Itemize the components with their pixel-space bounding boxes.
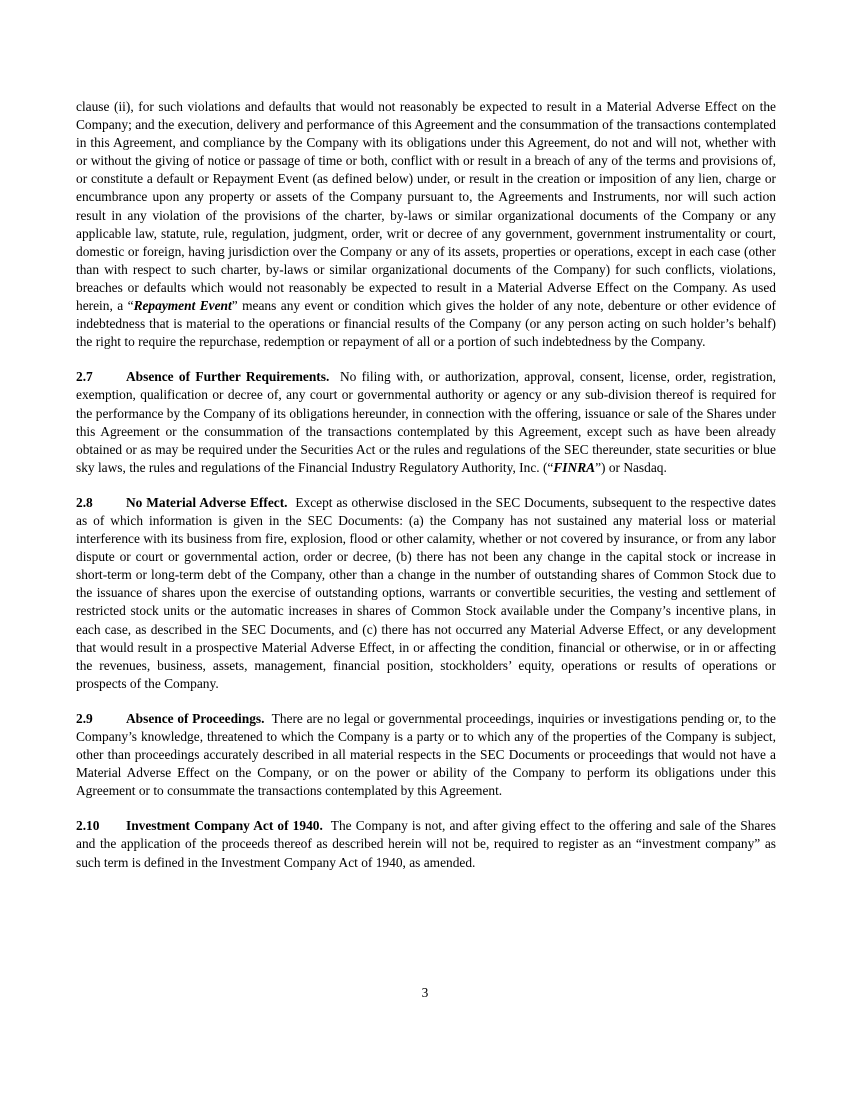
section-text: The Company is not, and after giving effect to the offering and sale of the Shares and the application of the proceeds thereof as described herein will not be, required to register as an “investment company” as such term is defined in the Investment Company Act of 1940, as amended. — [76, 818, 776, 870]
paragraph-text: clause (ii), for such violations and defaults that would not reasonably be expected to result in a Material Adverse Effect on the Company; and the execution, delivery and performance of this Agreement and the consummation of the transactions contemplated in this Agreement, and compliance by the Company with its obligations under this Agreement, do not and will not, whether with or without the giving of notice or passage of time or both, conflict with or result in a breach of any of the terms and provisions of, or constitute a default or Repayment Event (as defined below) under, or result in the creation or imposition of any lien, charge or encumbrance upon any property or assets of the Company pursuant to, the Agreements and Instruments, nor will such action result in any violation of the provisions of the charter, by-laws or similar organizational documents of the Company or any applicable law, statute, rule, regulation, judgment, order, writ or decree of any government, government instrumentality or court, domestic or foreign, having jurisdiction over the Company or any of its assets, properties or operations, except in each case (other than with respect to such charter, by-laws or similar organizational documents of the Company) for such conflicts, violations, breaches or defaults which would not reasonably be expected to result in a Material Adverse Effect on the Company. As used herein, a “ — [76, 99, 776, 314]
section-2-10 — [76, 817, 776, 871]
section-2-8 — [76, 494, 776, 693]
section-text: Except as otherwise disclosed in the SEC Documents, subsequent to the respective dates as of which information is given in the SEC Documents: (a) the Company has not sustained any material loss or material interference with its business from fire, explosion, flood or other calamity, whether or not covered by insurance, or from any labor dispute or court or governmental action, order or decree, (b) there has not been any change in the capital stock or increase in short-term or long-term debt of the Company, other than a change in the number of outstanding shares of Common Stock due to the issuance of shares upon the exercise of outstanding options, warrants or convertible securities, the vesting and settlement of restricted stock units or the automatic increases in shares of Common Stock available under the Company’s incentive plans, in each case, as described in the SEC Documents, and (c) there has not occurred any Material Adverse Effect, or any development that would result in a prospective Material Adverse Effect, in or affecting the condition, financial or otherwise, or in or affecting the revenues, business, assets, management, financial position, stockholders’ equity, operations or results of operations or prospects of the Company. — [76, 494, 777, 691]
section-number: 2.7 — [76, 369, 93, 385]
document-body — [76, 98, 776, 889]
section-number: 2.9 — [76, 710, 93, 726]
section-2-7 — [76, 368, 776, 477]
section-text: There are no legal or governmental proceedings, inquiries or investigations pending or, to the Company’s knowledge, threatened to which the Company is a party or to which any of the properties of the Company is subject, other than proceedings accurately described in all material respects in the SEC Documents or proceedings that would not have a Material Adverse Effect on the Company, or on the power or ability of the Company to perform its obligations under this Agreement or to consummate the transactions contemplated by this Agreement. — [76, 710, 776, 799]
page-number: 3 — [421, 985, 429, 1000]
section-number: 2.8 — [76, 494, 93, 510]
section-title: No Material Adverse Effect. — [126, 494, 288, 510]
section-title: Investment Company Act of 1940. — [126, 818, 323, 834]
paragraph-continuation — [76, 98, 776, 351]
section-number: 2.10 — [76, 818, 100, 834]
section-title: Absence of Further Requirements. — [126, 369, 330, 385]
section-text: ”) or Nasdaq. — [595, 459, 667, 475]
section-title: Absence of Proceedings. — [126, 710, 265, 726]
section-text: No filing with, or authorization, approval, consent, license, order, registration, exemption, qualification or decree of, any court or governmental authority or agency or any sub-division thereof is required for the performance by the Company of its obligations hereunder, in connection with the offering, issuance or sale of the Shares under this Agreement or the consummation of the transactions contemplated by this Agreement, except such as have been already obtained or as may be required under the Securities Act or the rules and regulations of the SEC thereunder, state securities or blue sky laws, the rules and regulations of the Financial Industry Regulatory Authority, Inc. (“ — [76, 369, 776, 475]
paragraph-text: ” means any event or condition which gives the holder of any note, debenture or other evidence of indebtedness that is material to the operations or financial results of the Company (or any person acting on such holder’s behalf) the right to require the repurchase, redemption or repayment of all or a portion of such indebtedness by the Company. — [76, 298, 776, 350]
defined-term-finra: FINRA — [553, 459, 596, 475]
section-2-9 — [76, 710, 776, 800]
defined-term-repayment-event: Repayment Event — [133, 298, 232, 314]
